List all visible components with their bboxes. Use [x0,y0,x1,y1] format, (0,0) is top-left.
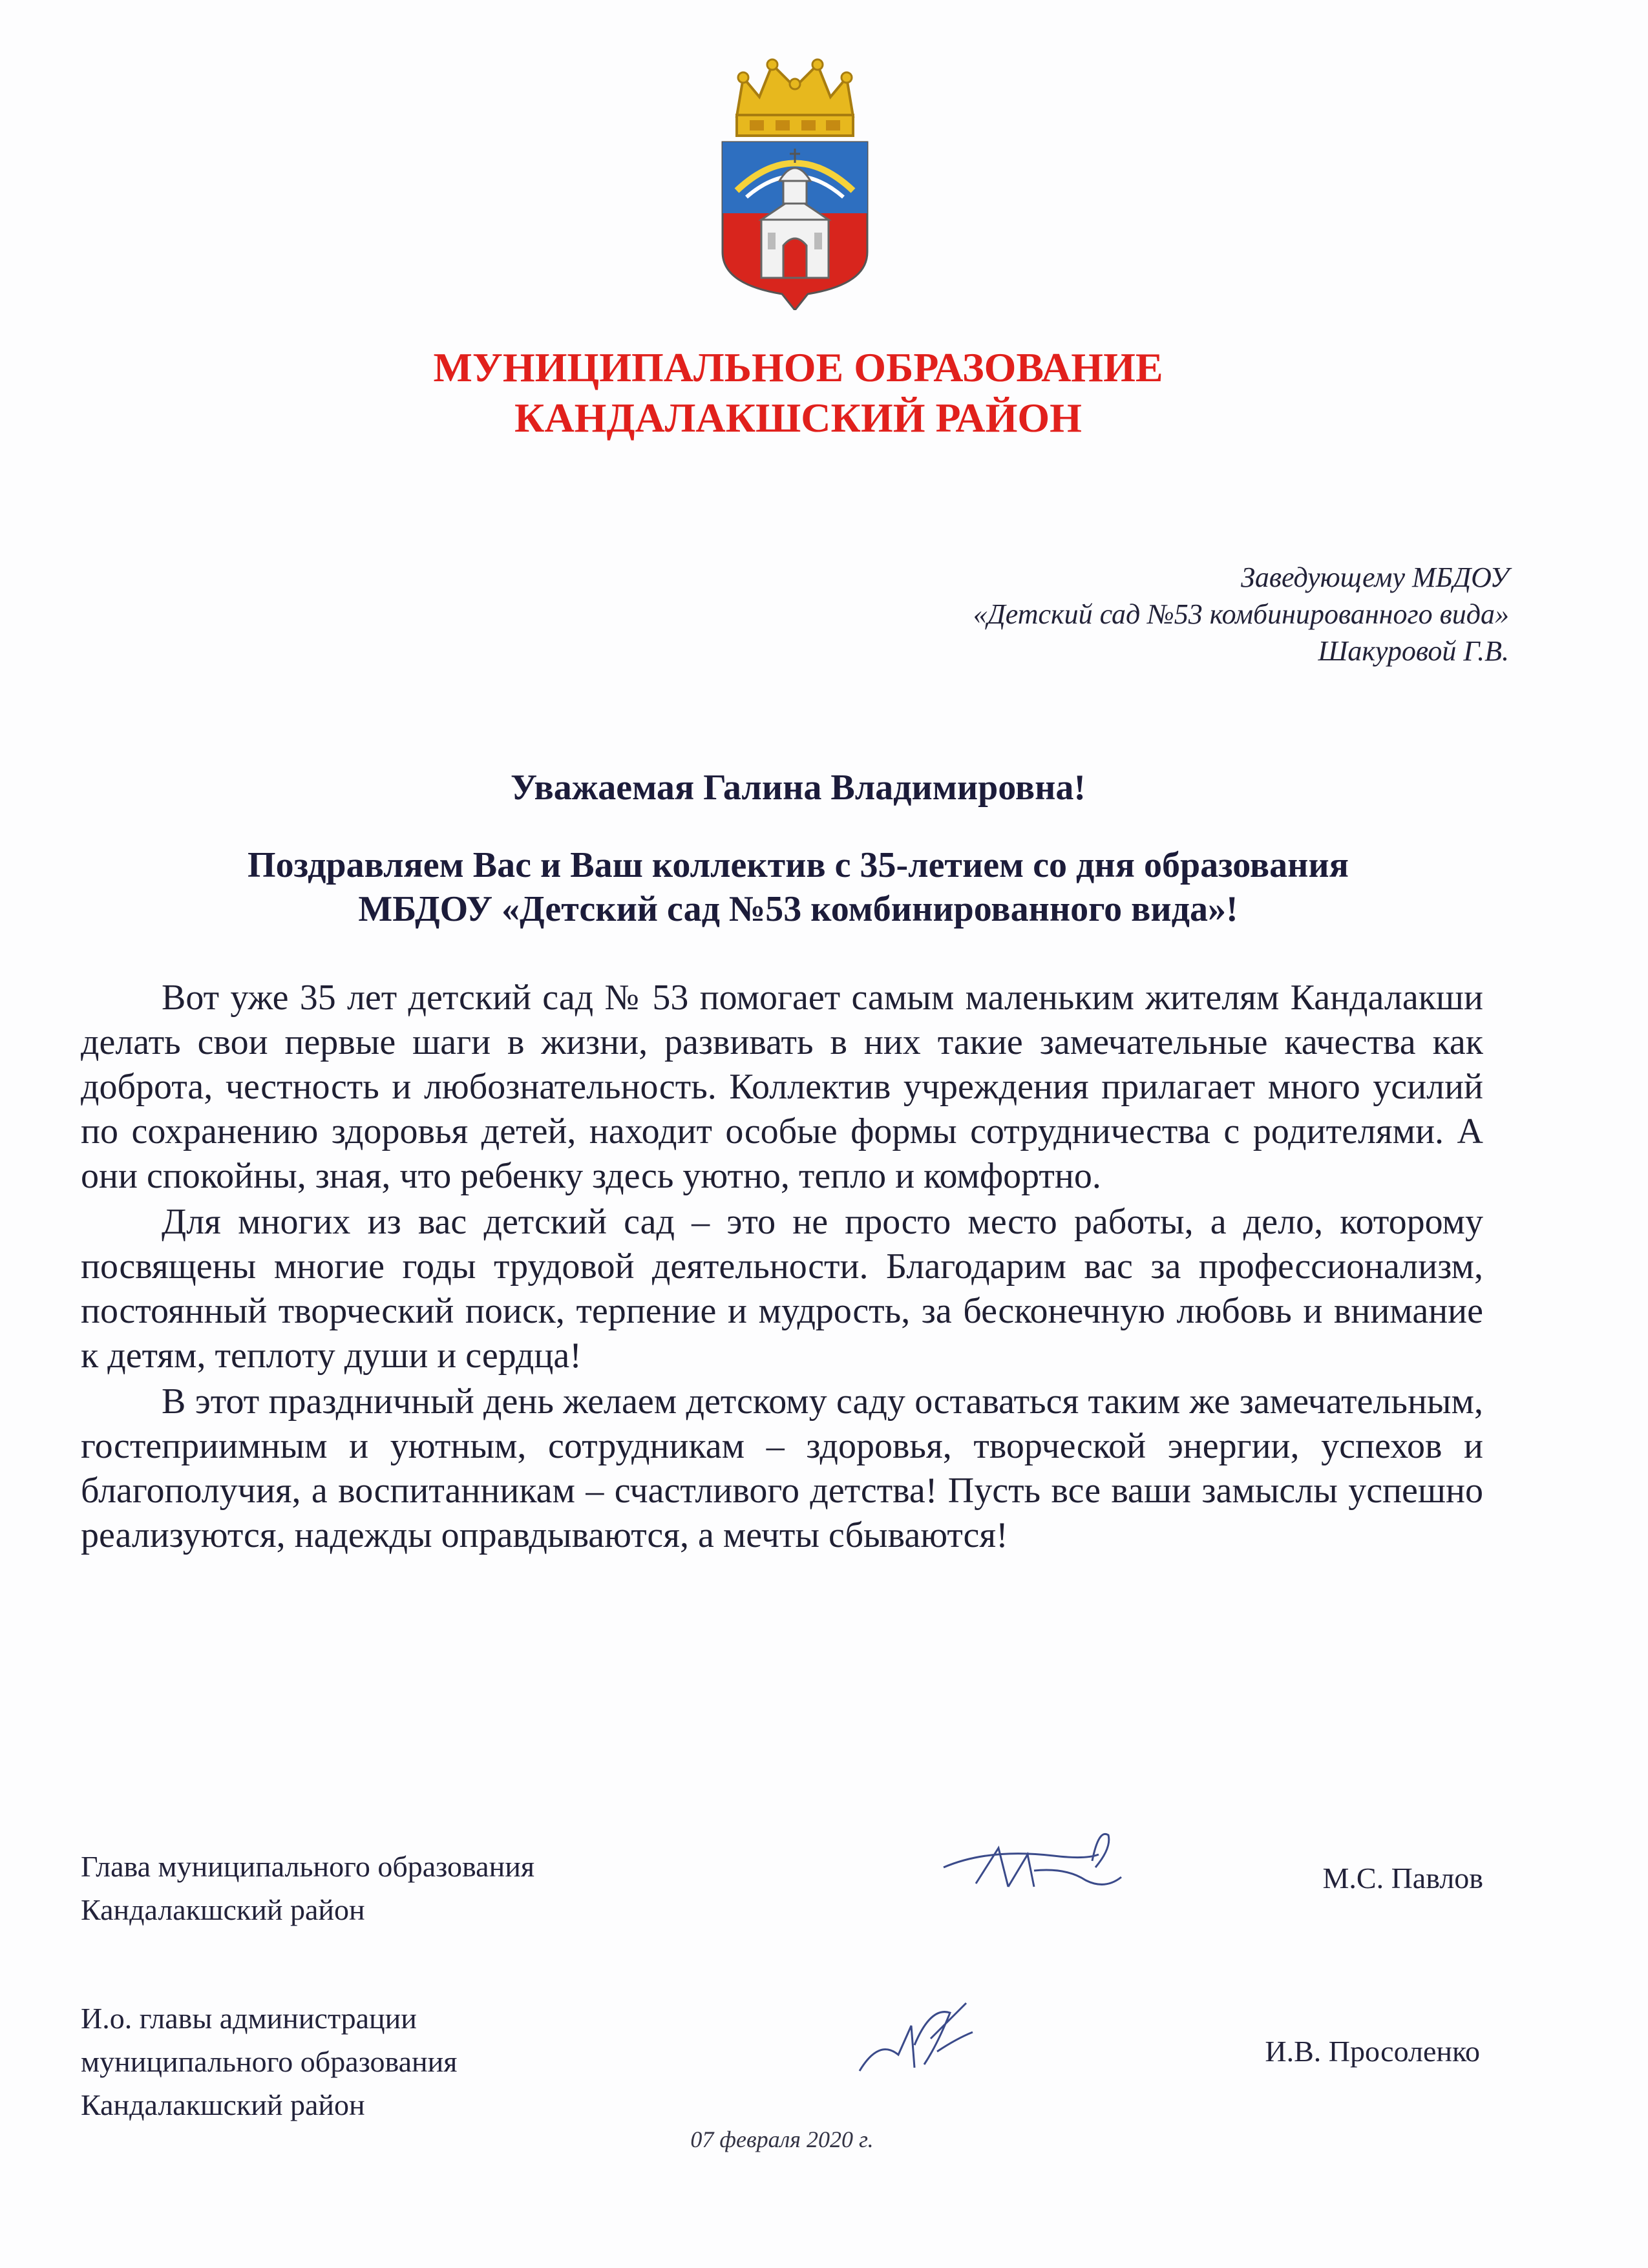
body-paragraph-3: В этот праздничный день желаем детскому саду оставаться таким же замечательным, гостеприимным и уютным, сотрудникам – здоровья, творческой энергии, успехов и благополучия, а воспитанникам – счастливого детства! Пусть все ваши замыслы успешно реализуются, надежды оправдываются, а мечты сбываются! [81,1381,1483,1555]
letter-body [81,976,1483,1558]
addressee-block [973,559,1509,669]
organization-title-line2: КАНДАЛАКШСКИЙ РАЙОН [514,395,1082,441]
body-paragraph-2: Для многих из вас детский сад – это не просто место работы, а дело, которому посвящены многие годы трудовой деятельности. Благодарим вас за профессионализм, постоянный творческий поиск, терпение и мудрость, за бесконечную любовь и внимание к детям, теплоту души и сердца! [81,1202,1483,1376]
coat-of-arms [711,52,879,310]
addressee-line3: Шакуровой Г.В. [1318,635,1509,667]
letter-date: 07 февраля 2020 г. [690,2126,874,2152]
congratulation-headline [0,843,1596,931]
signature-1-icon [937,1822,1131,1900]
salutation: Уважаемая Галина Владимировна! [510,768,1086,808]
signatory-1-title-line2: Кандалакшский район [81,1893,365,1926]
organization-title-line1: МУНИЦИПАЛЬНОЕ ОБРАЗОВАНИЕ [433,344,1163,390]
signatory-1-title [81,1845,534,1931]
addressee-line1: Заведующему МБДОУ [1241,562,1509,593]
organization-title [0,342,1596,443]
signatory-2-title [81,1997,457,2126]
shield-icon [723,142,867,310]
signatory-1-title-line1: Глава муниципального образования [81,1850,534,1883]
addressee-line2: «Детский сад №53 комбинированного вида» [973,598,1509,630]
signatory-2-title-line1: И.о. главы администрации [81,2002,417,2035]
signatory-2-name: И.В. Просоленко [1265,2035,1480,2068]
signatory-2-title-line3: Кандалакшский район [81,2088,365,2121]
signature-2-icon [853,1993,982,2077]
signatory-1-name: М.С. Павлов [1322,1862,1483,1895]
headline-line1: Поздравляем Вас и Ваш коллектив с 35-летием со дня образования [248,845,1349,885]
crown-icon [737,59,853,136]
headline-line2: МБДОУ «Детский сад №53 комбинированного вида»! [358,889,1238,929]
body-paragraph-1: Вот уже 35 лет детский сад № 53 помогает самым маленьким жителям Кандалакши делать свои первые шаги в жизни, развивать в них такие замечательные качества как доброта, честность и любознательность. Коллектив учреждения прилагает много усилий по сохранению здоровья детей, находит особые формы сотрудничества с родителями. А они спокойны, зная, что ребенку здесь уютно, тепло и комфортно. [81,978,1483,1196]
signatory-2-title-line2: муниципального образования [81,2045,458,2078]
